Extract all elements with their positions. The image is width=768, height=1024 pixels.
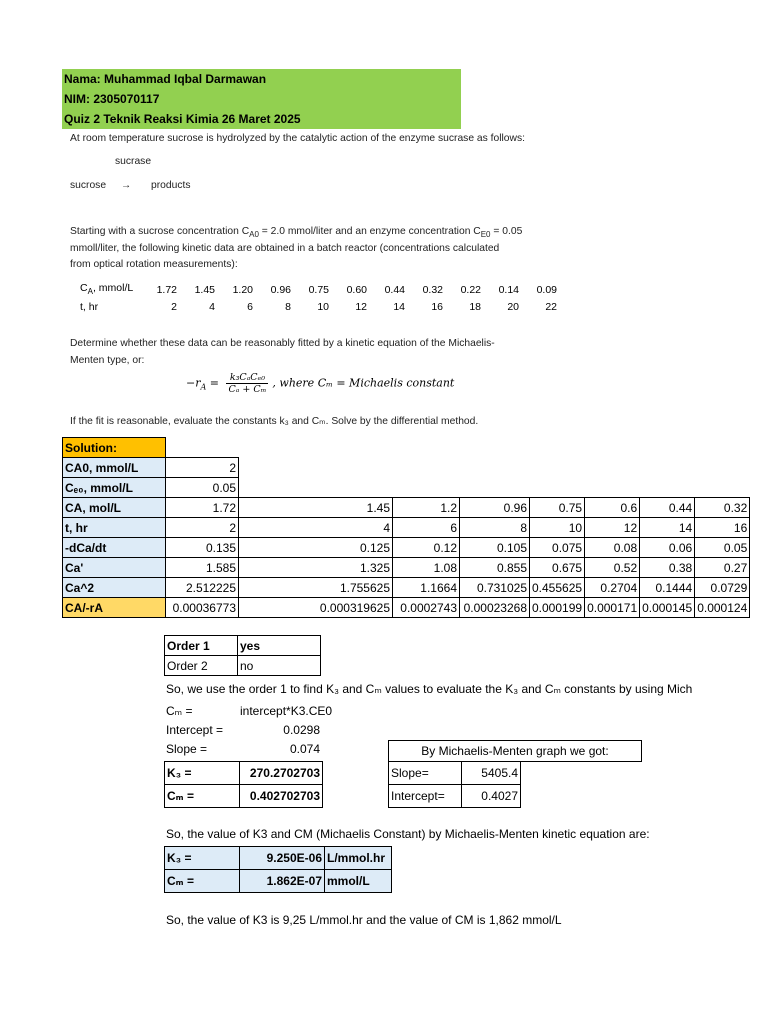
value-cell: 4 <box>239 518 393 538</box>
row-label: Cₑ₀, mmol/L <box>63 478 166 498</box>
result-cm-unit: mmol/L <box>325 870 392 893</box>
value-cell: 12 <box>585 518 640 538</box>
result-k3-value: 9.250E-06 <box>240 847 325 870</box>
value-cell: 0.32 <box>695 498 750 518</box>
value-cell: 0.05 <box>166 478 239 498</box>
t-data-cell: 18 <box>469 300 481 313</box>
student-info-header <box>62 69 461 129</box>
value-cell: 2.512225 <box>166 578 239 598</box>
value-cell: 0.38 <box>640 558 695 578</box>
result-k3-label: K₃ = <box>165 847 240 870</box>
t-data-cell: 4 <box>209 300 215 313</box>
problem-start-line2: mmoll/liter, the following kinetic data are obtained in a batch reactor (concentrations calculated <box>70 243 500 254</box>
ca-squared-row <box>63 578 750 598</box>
mm-slope-row <box>389 762 521 785</box>
t-data-cell: 20 <box>507 300 519 313</box>
solution-title: Solution: <box>63 438 166 458</box>
t-data-label: t, hr <box>80 300 99 313</box>
quiz-title: Quiz 2 Teknik Reaksi Kimia 26 Maret 2025 <box>64 112 301 126</box>
value-cell: 1.45 <box>239 498 393 518</box>
mm-slope-label: Slope= <box>389 762 462 785</box>
value-cell: 0.44 <box>640 498 695 518</box>
t-data-cell: 6 <box>247 300 253 313</box>
result-cm-row <box>165 870 392 893</box>
value-cell: 0.00023268 <box>460 598 530 618</box>
value-cell: 14 <box>640 518 695 538</box>
conclusion-text: So, the value of K3 is 9,25 L/mmol.hr and the value of CM is 1,862 mmol/L <box>166 913 562 927</box>
t-data-cell: 14 <box>393 300 405 313</box>
problem-start-line3: from optical rotation measurements): <box>70 259 238 270</box>
value-cell: 0.000171 <box>585 598 640 618</box>
value-cell: 16 <box>695 518 750 538</box>
value-cell: 0.27 <box>695 558 750 578</box>
row-label: CA, mol/L <box>63 498 166 518</box>
row-label: CA/-rA <box>63 598 166 618</box>
row-label: CA0, mmol/L <box>63 458 166 478</box>
value-cell: 0.731025 <box>460 578 530 598</box>
determine-line1: Determine whether these data can be reasonably fitted by a kinetic equation of the Michaelis- <box>70 338 495 349</box>
cm-formula: intercept*K3.CE0 <box>240 704 333 718</box>
t-data-row <box>80 298 557 315</box>
t-data-cell: 22 <box>545 300 557 313</box>
ca-data-cell: 0.09 <box>536 283 557 296</box>
value-cell: 0.6 <box>585 498 640 518</box>
order2-row <box>165 656 321 676</box>
mm-intercept-row <box>389 785 521 808</box>
value-cell: 0.0002743 <box>393 598 460 618</box>
k3-label: K₃ = <box>165 762 240 785</box>
intercept-value: 0.0298 <box>283 723 320 737</box>
problem-start-line1: Starting with a sucrose concentration $C_{A0} = 2.0$ mmol/liter and an enzyme concentration $C_{E0} = 0.05$ <box>70 226 523 240</box>
order1-label: Order 1 <box>165 636 238 656</box>
value-cell: 0.75 <box>530 498 585 518</box>
result-cm-value: 1.862E-07 <box>240 870 325 893</box>
ca-data-row <box>80 281 557 298</box>
value-cell: 0.1444 <box>640 578 695 598</box>
order2-value: no <box>238 656 321 676</box>
value-cell: 2 <box>166 518 239 538</box>
ca0-row <box>63 458 750 478</box>
cm-row <box>165 785 323 808</box>
value-cell: 0.000319625 <box>239 598 393 618</box>
value-cell: 0.135 <box>166 538 239 558</box>
k3-row <box>165 762 323 785</box>
t-row <box>63 518 750 538</box>
result-cm-label: Cₘ = <box>165 870 240 893</box>
order1-value: yes <box>238 636 321 656</box>
mm-slope-value: 5405.4 <box>462 762 521 785</box>
product-label: products <box>151 180 191 191</box>
value-cell: 2 <box>166 458 239 478</box>
t-data-cell: 12 <box>355 300 367 313</box>
student-nim: NIM: 2305070117 <box>64 92 160 106</box>
problem-intro: At room temperature sucrose is hydrolyzed by the catalytic action of the enzyme sucrase as follows: <box>70 133 525 144</box>
value-cell: 0.96 <box>460 498 530 518</box>
slope-value: 0.074 <box>289 742 320 756</box>
value-cell: 0.12 <box>393 538 460 558</box>
row-label: Ca' <box>63 558 166 578</box>
value-cell: 1.2 <box>393 498 460 518</box>
order-table <box>164 635 321 676</box>
ca-data-cell: 0.75 <box>308 283 329 296</box>
ca-prime-row <box>63 558 750 578</box>
fit-instruction: If the fit is reasonable, evaluate the constants k₃ and Cₘ. Solve by the differential method. <box>70 416 479 427</box>
k3-value: 270.2702703 <box>240 762 323 785</box>
cm-label: Cₘ = <box>166 704 193 718</box>
value-cell: 0.125 <box>239 538 393 558</box>
ca-row <box>63 498 750 518</box>
reaction-arrow-icon: → <box>121 180 132 191</box>
mm-intercept-label: Intercept= <box>389 785 462 808</box>
order1-constants-table <box>164 761 323 808</box>
value-cell: 10 <box>530 518 585 538</box>
value-cell: 0.2704 <box>585 578 640 598</box>
value-cell: 0.455625 <box>530 578 585 598</box>
ca-over-ra-row <box>63 598 750 618</box>
michaelis-menten-equation: $-r_A$ = $\frac{\text{k₃CₐCₑ₀}}{\text{Cₐ + Cₘ}}$ , where Cₘ = Michaelis constant <box>186 372 455 395</box>
value-cell: 1.585 <box>166 558 239 578</box>
ca-data-label: $C_A$, mmol/L <box>80 282 134 297</box>
order1-row <box>165 636 321 656</box>
mm-graph-table <box>388 761 521 808</box>
order2-label: Order 2 <box>165 656 238 676</box>
ca-data-cell: 1.72 <box>156 283 177 296</box>
t-data-cell: 10 <box>317 300 329 313</box>
ca-data-cell: 0.60 <box>346 283 367 296</box>
order-explanation: So, we use the order 1 to find K₃ and Cₘ values to evaluate the K₃ and Cₘ constants by using Mich <box>166 682 693 696</box>
value-cell: 0.075 <box>530 538 585 558</box>
result-k3-row <box>165 847 392 870</box>
t-data-cell: 2 <box>171 300 177 313</box>
mm-graph-title: By Michaelis-Menten graph we got: <box>388 740 642 762</box>
cm-label: Cₘ = <box>165 785 240 808</box>
value-cell: 0.06 <box>640 538 695 558</box>
catalyst-label: sucrase <box>115 156 152 167</box>
ca-data-cell: 0.32 <box>422 283 443 296</box>
value-cell: 1.755625 <box>239 578 393 598</box>
value-cell: 0.08 <box>585 538 640 558</box>
t-data-cell: 16 <box>431 300 443 313</box>
ca-data-cell: 0.22 <box>460 283 481 296</box>
result-table <box>164 846 392 893</box>
value-cell: 0.52 <box>585 558 640 578</box>
value-cell: 1.1664 <box>393 578 460 598</box>
student-name: Nama: Muhammad Iqbal Darmawan <box>64 72 267 86</box>
dca-dt-row <box>63 538 750 558</box>
determine-line2: Menten type, or: <box>70 355 145 366</box>
ce0-row <box>63 478 750 498</box>
row-label: t, hr <box>63 518 166 538</box>
intercept-label: Intercept = <box>166 723 224 737</box>
value-cell: 8 <box>460 518 530 538</box>
row-label: -dCa/dt <box>63 538 166 558</box>
ca-data-cell: 0.96 <box>270 283 291 296</box>
t-data-cell: 8 <box>285 300 291 313</box>
value-cell: 1.72 <box>166 498 239 518</box>
value-cell: 0.05 <box>695 538 750 558</box>
value-cell: 0.000145 <box>640 598 695 618</box>
ca-data-cell: 0.14 <box>498 283 519 296</box>
cm-value: 0.402702703 <box>240 785 323 808</box>
rate-fraction: $\frac{\text{k₃CₐCₑ₀}}{\text{Cₐ + Cₘ}}$ <box>228 372 267 395</box>
ca-data-cell: 0.44 <box>384 283 405 296</box>
mm-intercept-value: 0.4027 <box>462 785 521 808</box>
slope-label: Slope = <box>166 742 208 756</box>
solution-title-row <box>63 438 750 458</box>
ca-data-cell: 1.45 <box>194 283 215 296</box>
value-cell: 0.000199 <box>530 598 585 618</box>
ca-data-cell: 1.20 <box>232 283 253 296</box>
value-cell: 1.08 <box>393 558 460 578</box>
value-cell: 0.105 <box>460 538 530 558</box>
value-cell: 0.000124 <box>695 598 750 618</box>
value-cell: 0.675 <box>530 558 585 578</box>
value-cell: 1.325 <box>239 558 393 578</box>
value-cell: 0.855 <box>460 558 530 578</box>
result-k3-unit: L/mmol.hr <box>325 847 392 870</box>
reactant-label: sucrose <box>70 180 107 191</box>
result-intro: So, the value of K3 and CM (Michaelis Constant) by Michaelis-Menten kinetic equation are: <box>166 827 650 841</box>
value-cell: 0.00036773 <box>166 598 239 618</box>
kinetic-data-table <box>80 281 557 315</box>
row-label: Ca^2 <box>63 578 166 598</box>
value-cell: 6 <box>393 518 460 538</box>
solution-table <box>62 437 750 618</box>
value-cell: 0.0729 <box>695 578 750 598</box>
